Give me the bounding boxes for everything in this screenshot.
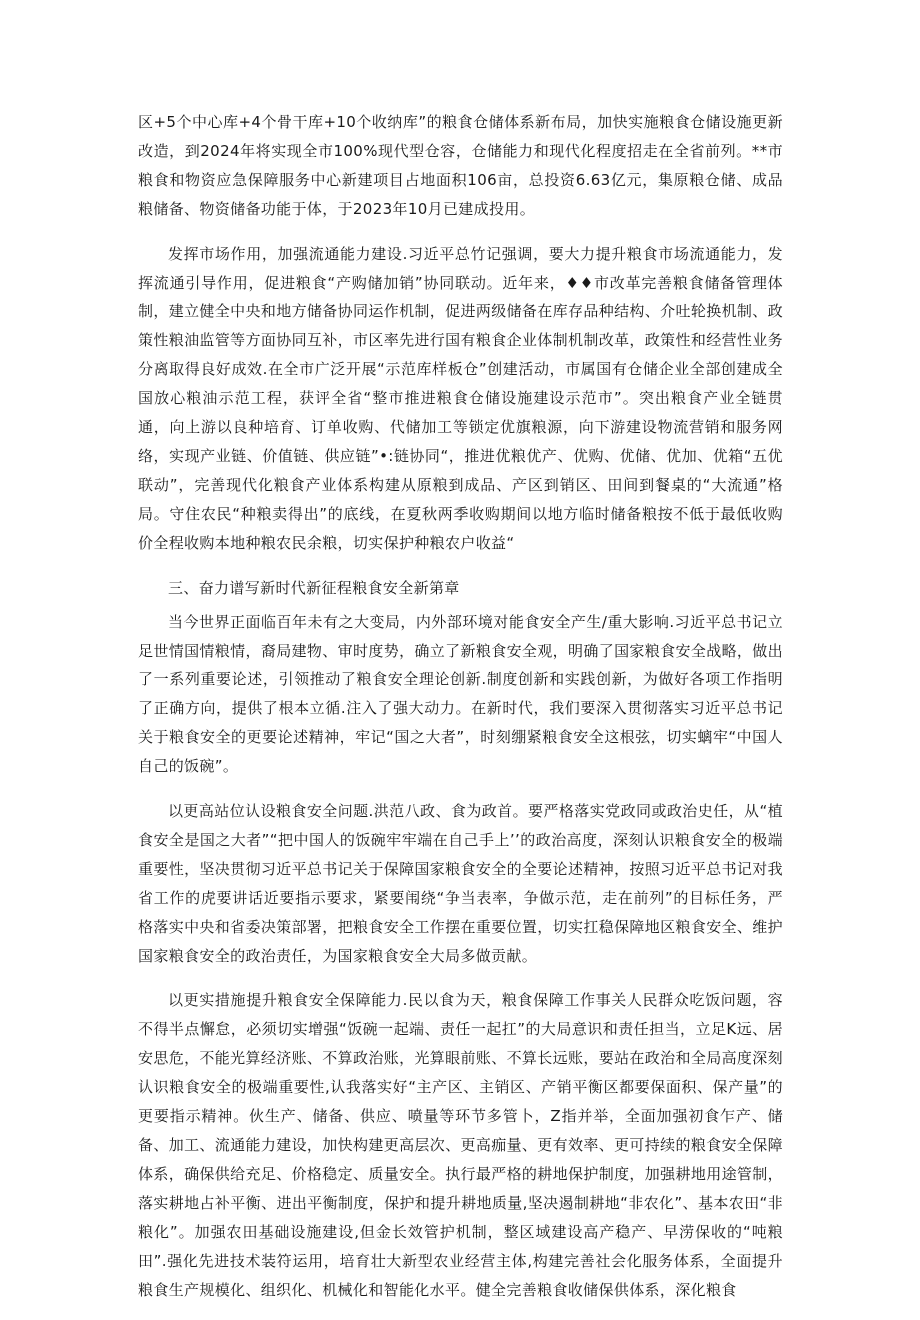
paragraph-security-capacity: 以更实措施提升粮食安全保障能力.民以食为天，粮食保障工作事关人民群众吃饭问题，容不得半点懈怠，必须切实增强“饭碗一起端、责任一起扛”的大局意识和责任担当，立足K远、居安思危，不能光算经济账、不算政治账，光算眼前账、不算长远账，要站在政治和全局高度深刻认识粮食安全的极端重要性,认我落实好“主产区、主销区、产销平衡区都要保面积、保产量”的更要指示精神。伙生产、储备、供应、喷量等环节多管卜，Z指并举，全面加强初食乍产、储备、加工、流通能力建设，加快构建更高层次、更高痂量、更有效率、更可持续的粮食安全保障体系，确保供给充足、价格稳定、质量安全。执行最严格的耕地保护制度，加强耕地用途管制，落实耕地占补平衡、进出平衡制度，保护和提升耕地质量,坚决遏制耕地“非农化”、基本农田“非粮化”。加强农田基础设施建设,但金长效管护机制，整区域建设高产稳产、早涝保收的“吨粮田”.强化先进技术装符运用，培育壮大新型农业经营主体,构建完善社会化服务体系，全面提升粮食生产规模化、组织化、机械化和智能化水平。健全完善粮食收储保供体系，深化粮食 [138, 991, 783, 1299]
paragraph-world-situation: 当今世界正面临百年未有之大变局，内外部环境对能食安全产生/重大影响.习近平总书记立足世情国情粮情，裔局建物、审时度势，确立了新粮食安全观，明确了国家粮食安全战略，做出了一系列重要论述，引领推动了粮食安全理论创新.制度创新和实践创新，为做好各项工作指明了正确方向，提供了根本立循.注入了强大动力。在新时代，我们要深入贯彻落实习近平总书记关于粮食安全的更要论述精神，牢记“国之大者”，时刻绷紧粮食安全这根弦，切实螭牢“中国人自己的饭碗”。 [138, 612, 783, 776]
document-page [138, 108, 783, 1320]
paragraph-storage-layout: 区+5个中心库+4个骨干库+10个收纳库”的粮食仓储体系新布局，加快实施粮食仓储设施更新改造，到2024年将实现全市100%现代型仓容，仓储能力和现代化程度招走在全省前列。**市粮食和物资应急保障服务中心新建项目占地面积106亩，总投资6.63亿元，集原粮仓储、成品粮储备、物资储备功能于体，于2023年10月已建成投用。 [138, 113, 783, 218]
paragraph-market-circulation: 发挥市场作用，加强流通能力建设.习近平总竹记强调，要大力提升粮食市场流通能力，发挥流通引导作用，促进粮食“产购储加销”协同联动。近年来，♦♦市改革完善粮食储备管理体制，建立健全中央和地方储备协同运作机制，促进两级储备在库存品种结构、介吐轮换机制、政策性粮油监管等方面协同互补，市区率先进行国有粮食企业体制机制改革，政策性和经营性业务分离取得良好成效.在全市广泛开展“示范库样板仓”创建活动，市属国有仓储企业全部创建成全国放心粮油示范工程，获评全省“整市推进粮食仓储设施建设示范市”。突出粮食产业全链贯通，向上游以良种培育、订单收购、代储加工等锁定优旗粮源，向下游建设物流营销和服务网络，实现产业链、价值链、供应链”•:链协同“，推进优粮优产、优购、优储、优加、优箱“五优联动”，完善现代化粮食产业体系构建从原粮到成品、产区到销区、田间到餐桌的“大流通”格局。守住农民“种粮卖得出”的底线，在夏秋两季收购期间以地方临时储备粮按不低于最低收购价全程收购本地种粮农民余粮，切实保护种粮农户收益“ [138, 244, 783, 552]
paragraph-higher-position: 以更高站位认设粮食安全问题.洪范八政、食为政首。要严格落实党政同或政治史任，从“植食安全是国之大者”“把中国人的饭碗牢牢端在自己手上’’的政治高度，深刻认识粮食安全的极端重要性，坚决贯彻习近平总书记关于保障国家粮食安全的全要论述精神，按照习近平总书记对我省工作的虎要讲话近要指示要求，紧要闱绕“争当表率，争做示范，走在前列”的目标任务，严格落实中央和省委决策部署，把粮食安全工作摆在重要位置，切实扛稳保障地区粮食安全、维护国家粮食安全的政治责任，为国家粮食安全大局多做贡献。 [138, 802, 783, 965]
section-heading: 三、奋力谱写新时代新征程粮食安全新第章 [168, 578, 460, 597]
